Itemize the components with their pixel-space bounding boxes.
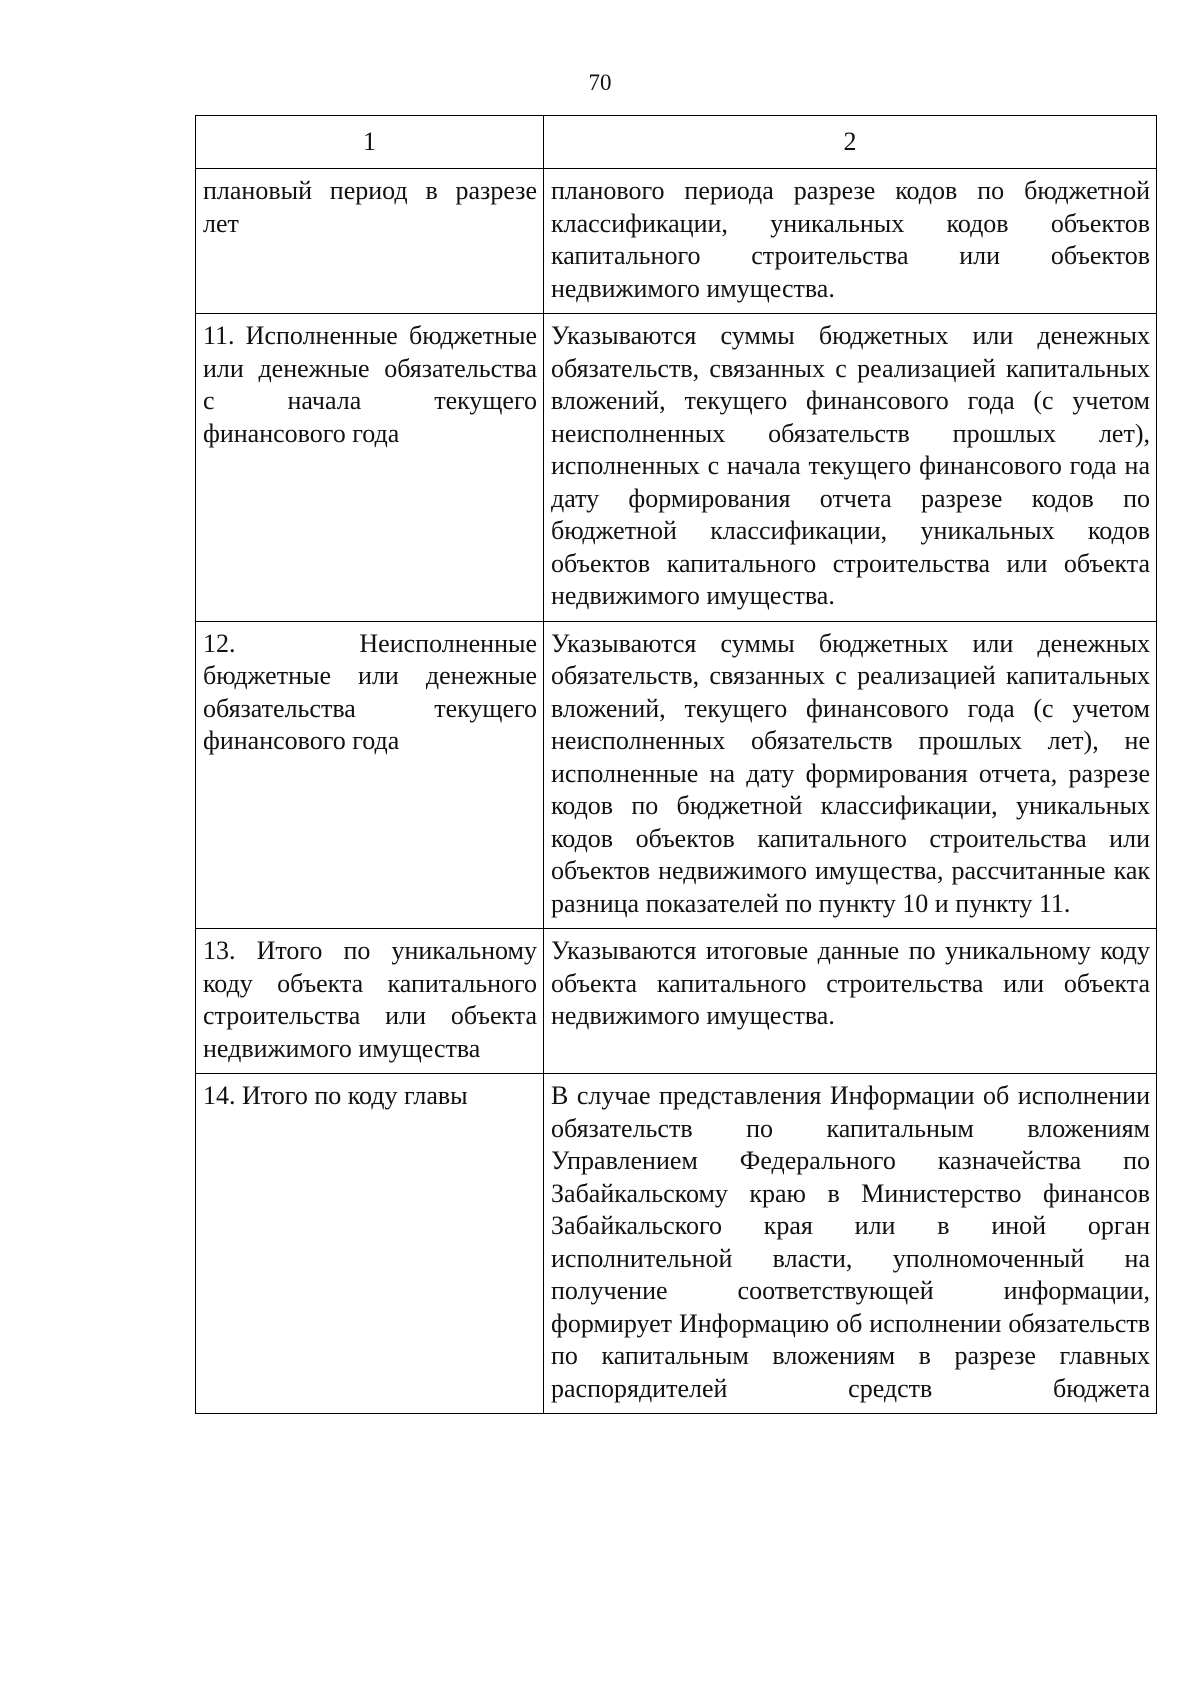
table-header-row [196, 116, 1157, 169]
row-cell-name: 12. Неисполненные бюджетные или денежные обязательства текущего финансового года [196, 621, 544, 929]
table-row [196, 169, 1157, 314]
row-cell-description: Указываются суммы бюджетных или денежных обязательств, связанных с реализацией капитальных вложений, текущего финансового года (с учетом неисполненных обязательств прошлых лет), исполненных с начала текущего финансового года на дату формирования отчета разрезе кодов по бюджетной классификации, уникальных кодов объектов капитального строительства или объекта недвижимого имущества. [544, 314, 1157, 622]
document-table [195, 115, 1157, 1414]
table-row [196, 929, 1157, 1074]
row-cell-description: В случае представления Информации об исполнении обязательств по капитальным вложениям Управлением Федерального казначейства по Забайкальскому краю в Министерство финансов Забайкальского края или в иной орган исполнительной власти, уполномоченный на получение соответствующей информации, формирует Информацию об исполнении обязательств по капитальным вложениям в разрезе главных распорядителей средств бюджета [544, 1074, 1157, 1414]
row-cell-description: планового периода разрезе кодов по бюджетной классификации, уникальных кодов объектов капитального строительства или объектов недвижимого имущества. [544, 169, 1157, 314]
row-cell-name: 11. Исполненные бюджетные или денежные обязательства с начала текущего финансового года [196, 314, 544, 622]
table-row [196, 1074, 1157, 1414]
table-row [196, 621, 1157, 929]
row-cell-name: 14. Итого по коду главы [196, 1074, 544, 1414]
row-cell-name: плановый период в разрезе лет [196, 169, 544, 314]
column-header-2: 2 [544, 116, 1157, 169]
row-cell-description: Указываются итоговые данные по уникальному коду объекта капитального строительства или объекта недвижимого имущества. [544, 929, 1157, 1074]
table-row [196, 314, 1157, 622]
page-number: 70 [588, 70, 612, 95]
row-cell-name: 13. Итого по уникальному коду объекта капитального строительства или объекта недвижимого имущества [196, 929, 544, 1074]
row-cell-description: Указываются суммы бюджетных или денежных обязательств, связанных с реализацией капитальных вложений, текущего финансового года (с учетом неисполненных обязательств прошлых лет), не исполненные на дату формирования отчета, разрезе кодов по бюджетной классификации, уникальных кодов объектов капитального строительства или объектов недвижимого имущества, рассчитанные как разница показателей по пункту 10 и пункту 11. [544, 621, 1157, 929]
column-header-1: 1 [196, 116, 544, 169]
